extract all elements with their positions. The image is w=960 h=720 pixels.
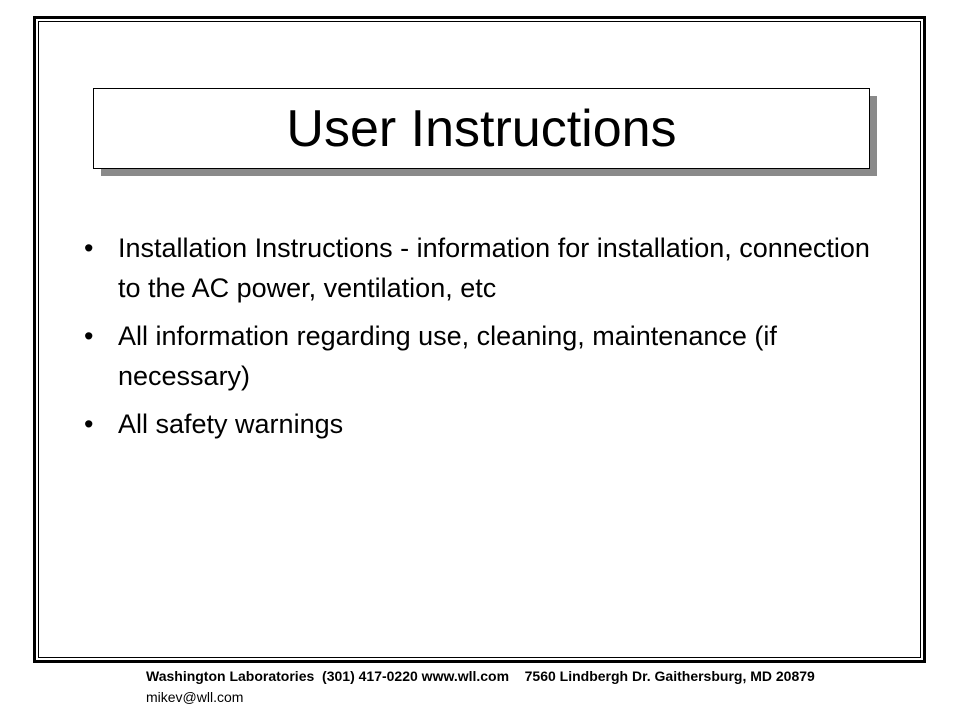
bullet-marker: • — [84, 409, 94, 439]
footer-email: mikev@wll.com — [146, 689, 244, 705]
list-item — [84, 228, 884, 308]
list-item — [84, 316, 884, 396]
bullet-text: Installation Instructions - information for installation, connection to the AC power, ventilation, etc — [118, 233, 870, 303]
list-item — [84, 404, 884, 444]
bullet-list — [84, 228, 884, 452]
bullet-text: All safety warnings — [118, 409, 344, 439]
bullet-marker: • — [84, 233, 94, 263]
page-title: User Instructions — [286, 99, 677, 158]
footer-contact-line: Washington Laboratories (301) 417-0220 www.wll.com 7560 Lindbergh Dr. Gaithersburg, MD 20879 — [146, 668, 815, 684]
bullet-marker: • — [84, 321, 94, 351]
bullet-text: All information regarding use, cleaning, maintenance (if necessary) — [118, 321, 777, 391]
title-box — [93, 88, 870, 169]
